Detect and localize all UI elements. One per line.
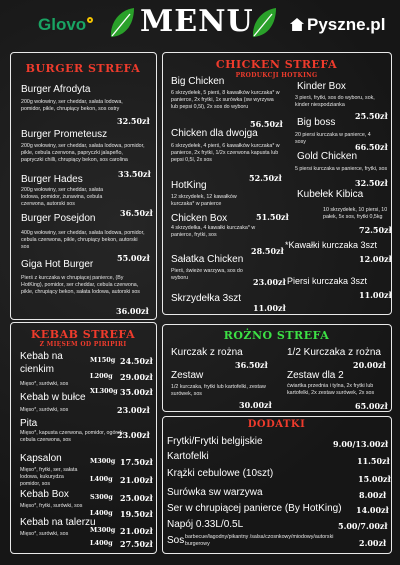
- burger-item-desc: 200g wołowiny, ser cheddar, sałata lodowa, pomidor, pikle, chrupiący bekon, sos ostry: [21, 99, 123, 112]
- chicken-section-subtitle: PRODUKCJI HOTKING: [235, 72, 318, 79]
- kebab-item-size: L400g: [90, 475, 113, 483]
- kebab-item-size: M300g: [90, 526, 116, 534]
- chicken-item-desc: 5 piersi kurczaka w panierce, frytki, sos: [295, 166, 388, 172]
- kebab-item-desc: Mięso*, frytki, ser, sałata lodowa, kukurydza pomidor, sos: [20, 467, 78, 487]
- dodatki-item-desc: barbecue/łagodny/pikantny /salsa/czosnkowy/miodowy/autorski burgerowy: [185, 534, 334, 547]
- dodatki-item-price: 9.00/13.00zł: [333, 439, 389, 449]
- chicken-item-name[interactable]: HotKing: [171, 180, 207, 191]
- kebab-item-size: M300g: [90, 457, 116, 465]
- rozno-item-price: 36.50zł: [235, 360, 268, 370]
- rozno-item-desc: ćwiartka przednia i tylna, 2x frytki lub kartofelki, 2x zestaw surówek, 2x sos: [287, 383, 375, 396]
- chicken-item-name[interactable]: Kinder Box: [297, 81, 346, 92]
- chicken-item-price: 52.50zł: [249, 173, 282, 183]
- burger-section-title: BURGER STREFA: [25, 62, 141, 75]
- kebab-item-name[interactable]: Kebab na cienkim: [20, 351, 63, 375]
- chicken-item-desc: 12 skrzydełek, 12 kawałków kurczaka* w panierce: [171, 194, 237, 207]
- burger-item-desc: 400g wołowiny, ser cheddar, sałata lodowa, pomidor, cebula czerwona, pikle, chrupiący bekon, autorski sos: [21, 230, 145, 250]
- rozno-item-name[interactable]: Kurczak z rożna: [171, 347, 243, 358]
- chicken-item-name[interactable]: Skrzydełka 3szt: [171, 293, 242, 304]
- chicken-item-price: 25.50zł: [355, 111, 388, 121]
- burger-item-name[interactable]: Burger Hades: [21, 174, 83, 185]
- burger-item-name[interactable]: Burger Afrodyta: [21, 84, 91, 95]
- dodatki-item-name[interactable]: Ser w chrupiącej panierce (By HotKing): [167, 503, 342, 514]
- kebab-item-desc: Mięso*, frytki, surówki, sos: [20, 503, 83, 509]
- chicken-section-title: CHICKEN STREFA: [215, 58, 338, 71]
- burger-item-desc: 200g wołowiny, ser cheddar, sałata lodowa, pomidor, pikle, cebula czerwona, papryczki jalapeño, papryczki chilli, chrupiący bekon, sos carolina: [21, 143, 145, 163]
- dodatki-item-name[interactable]: Napój 0.33L/0.5L: [167, 519, 244, 530]
- chicken-item-name[interactable]: Big boss: [297, 117, 336, 128]
- pyszne-logo[interactable]: [290, 15, 385, 35]
- chicken-item-name[interactable]: *Kawałki kurczaka 3szt: [285, 240, 378, 250]
- glovo-pin-icon: [87, 17, 93, 23]
- kebab-item-price: 25.00zł: [120, 493, 153, 503]
- chicken-section: [162, 52, 392, 315]
- chicken-item-price: 66.50zł: [355, 142, 388, 152]
- kebab-item-price: 17.50zł: [120, 457, 153, 467]
- rozno-section: [162, 324, 392, 412]
- chicken-item-desc: 10 skrzydełek, 10 piersi, 10 pałek, 5x sos, frytki 0,5kg: [323, 207, 388, 220]
- chicken-item-name[interactable]: Gold Chicken: [297, 151, 358, 162]
- kebab-item-price: 19.50zł: [120, 509, 153, 519]
- dodatki-item-price: 8.00zł: [359, 490, 387, 500]
- kebab-item-price: 23.00zł: [117, 405, 150, 415]
- burger-item-desc: Pierś z kurczaka w chrupiącej panierce, (By HotKing), pomidor, ser cheddar, cebula czerwona, pikle, chrupiący bekon, sałata lodowa, autorski sos: [21, 275, 140, 295]
- kebab-item-desc: Mięso*, surówki, sos: [20, 531, 69, 537]
- kebab-item-size: L200g: [90, 372, 113, 380]
- kebab-section: [10, 322, 157, 554]
- chicken-item-name[interactable]: Kubełek Kibica: [297, 189, 364, 200]
- kebab-item-name[interactable]: Kebab w bułce: [20, 392, 86, 403]
- dodatki-item-name[interactable]: Kartofelki: [167, 451, 209, 462]
- kebab-item-name[interactable]: Kapsalon: [20, 453, 62, 464]
- kebab-item-price: 23.00zł: [117, 430, 150, 440]
- kebab-item-size: L400g: [90, 539, 113, 547]
- burger-item-name[interactable]: Giga Hot Burger: [21, 259, 94, 270]
- kebab-section-title: KEBAB STREFA: [30, 328, 136, 341]
- dodatki-item-price: 11.50zł: [357, 456, 390, 466]
- kebab-item-desc: Mięso*, surówki, sos: [20, 407, 69, 413]
- chicken-item-price: 12.00zł: [359, 254, 392, 264]
- rozno-section-title: ROŻNO STREFA: [223, 329, 330, 342]
- kebab-item-name[interactable]: Pita: [20, 418, 38, 429]
- kebab-item-size: M150g: [90, 356, 116, 364]
- dodatki-item-price: 15.00zł: [358, 474, 391, 484]
- chicken-item-price: 11.00zł: [359, 290, 392, 300]
- dodatki-section-title: DODATKI: [247, 419, 306, 430]
- dodatki-item-name[interactable]: Krążki cebulowe (10szt): [167, 468, 274, 479]
- dodatki-item-price: 5.00/7.00zł: [338, 521, 388, 531]
- chicken-item-name[interactable]: Big Chicken: [171, 76, 225, 87]
- burger-item-desc: 200g wołowiny, ser cheddar, sałata lodowa, pomidor, żurawina, cebula czerwona, autorski sos: [21, 187, 104, 207]
- chicken-item-desc: 6 skrzydełek, 5 pierś, 8 kawałków kurczaka* w panierce, 2x frytki, 1x surówka (sw wyrzywa lub pepsi 0,5l), 2x sos do wyboru: [171, 90, 280, 110]
- chicken-item-desc: 4 skrzydełka, 4 kawałki kurczaka* w panierce, frytki, sos: [171, 225, 256, 238]
- chicken-item-name[interactable]: Chicken Box: [171, 213, 228, 224]
- kebab-item-price: 21.00zł: [120, 526, 153, 536]
- dodatki-item-name[interactable]: Sos: [167, 535, 185, 546]
- burger-item-price: 36.00zł: [116, 306, 149, 316]
- chicken-item-desc: Pierś, świeże warzywa, sos do wyboru: [171, 268, 243, 281]
- burger-item-price: 55.00zł: [117, 253, 150, 263]
- kebab-item-price: 29.00zł: [120, 372, 153, 382]
- burger-item-name[interactable]: Burger Posejdon: [21, 213, 96, 224]
- burger-item-price: 32.50zł: [117, 116, 150, 126]
- chicken-item-name[interactable]: Piersi kurczaka 3szt: [287, 276, 368, 286]
- chicken-item-name[interactable]: Sałatka Chicken: [171, 254, 244, 265]
- dodatki-section: [162, 416, 392, 554]
- menu-header: [0, 0, 400, 48]
- glovo-logo[interactable]: [38, 15, 93, 35]
- kebab-item-price: 24.50zł: [120, 356, 153, 366]
- kebab-item-size: L400g: [90, 509, 113, 517]
- burger-item-price: 33.50zł: [118, 169, 151, 179]
- kebab-item-desc: Mięso*, surówki, sos: [20, 381, 69, 387]
- burger-section: [10, 52, 157, 320]
- dodatki-item-price: 14.00zł: [356, 505, 389, 515]
- burger-item-price: 36.50zł: [120, 208, 153, 218]
- leaf-icon-right: [250, 6, 278, 40]
- burger-item-name[interactable]: Burger Prometeusz: [21, 129, 108, 140]
- rozno-item-name[interactable]: 1/2 Kurczaka z rożna: [287, 347, 381, 358]
- kebab-item-size: XL300g: [90, 387, 118, 395]
- chicken-item-price: 56.50zł: [250, 119, 283, 129]
- pyszne-logo-text: Pyszne.pl: [307, 15, 386, 34]
- rozno-item-desc: 1/2 kurczaka, frytki lub kartofelki, zestaw surówek, sos: [171, 384, 266, 397]
- chicken-item-desc: 20 piersi kurczaka w panierce, 4 sosy: [295, 132, 371, 145]
- chicken-item-price: 11.00zł: [253, 303, 286, 313]
- rozno-item-price: 65.00zł: [355, 401, 388, 411]
- chicken-item-price: 23.00zł: [253, 277, 286, 287]
- kebab-item-price: 21.00zł: [120, 475, 153, 485]
- kebab-item-price: 27.50zł: [120, 539, 153, 549]
- dodatki-item-name[interactable]: Surówka sw warzywa: [167, 487, 263, 498]
- glovo-logo-text: Glovo: [38, 15, 87, 34]
- chicken-item-price: 28.50zł: [251, 246, 284, 256]
- dodatki-item-name[interactable]: Frytki/Frytki belgijskie: [167, 436, 263, 447]
- kebab-item-price: 35.00zł: [120, 387, 153, 397]
- kebab-item-size: S300g: [90, 493, 113, 501]
- chicken-item-price: 51.50zł: [256, 212, 289, 222]
- leaf-icon-left: [108, 6, 136, 40]
- kebab-section-subtitle: Z MIĘSEM OD PIRIPIRI: [39, 341, 127, 348]
- kebab-item-desc: Mięso*, kapusta czerwona, pomidor, ogórek, cebula czerwona, sos: [20, 430, 125, 443]
- rozno-item-price: 30.00zł: [239, 400, 272, 410]
- chicken-item-desc: 6 skrzydełek, 4 pierś, 6 kawałków kurczaka* w panierce, 2x frytki, 1/2x czerwona kapusta lub pepsi 0,5l, 2x sos: [171, 143, 280, 163]
- rozno-item-price: 20.00zł: [353, 360, 386, 370]
- chicken-item-name[interactable]: Chicken dla dwojga: [171, 128, 258, 139]
- dodatki-item-price: 2.00zł: [359, 538, 387, 548]
- chicken-item-price: 32.50zł: [355, 178, 388, 188]
- kebab-item-name[interactable]: Kebab Box: [20, 489, 69, 500]
- chicken-item-price: 72.50zł: [359, 225, 392, 235]
- chicken-item-desc: 3 pierś, frytki, sos do wyboru, sok, kinder niespodzianka: [295, 95, 375, 108]
- house-icon: [290, 18, 304, 31]
- rozno-item-name[interactable]: Zestaw: [171, 370, 204, 381]
- rozno-item-name[interactable]: Zestaw dla 2: [287, 370, 344, 381]
- kebab-item-name[interactable]: Kebab na talerzu: [20, 517, 96, 528]
- menu-title: MENU: [140, 4, 254, 39]
